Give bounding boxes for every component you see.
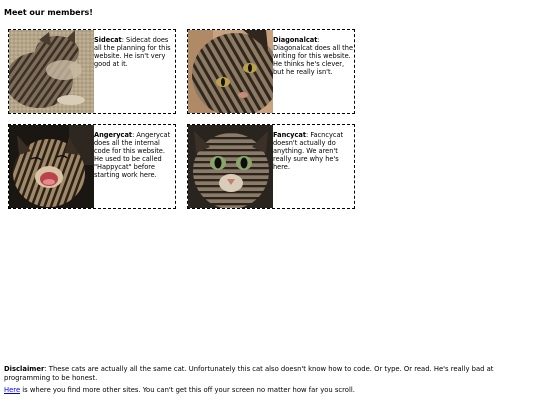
member-photo-fancycat (188, 125, 273, 208)
member-name-angerycat: Angerycat (94, 131, 133, 139)
member-name-diagonalcat: Diagonalcat (273, 36, 318, 44)
member-text-diagonalcat: Diagonalcat does all the writing for this website. He thinks he's clever, but he really isn't. (273, 44, 353, 76)
tabby-cat-lying-sideways-image (9, 30, 94, 113)
member-name-fancycat: Fancycat (273, 131, 306, 139)
member-description-angerycat: Angerycat: Angerycat does all the internal code for this website. He used to be called "Happycat" before starting work here. (94, 131, 171, 179)
member-text-sidecat: Sidecat does all the planning for this website. He isn't very good at it. (94, 36, 171, 68)
tabby-cat-tilted-face-image (188, 30, 273, 113)
member-description-diagonalcat: Diagonalcat: Diagonalcat does all the writing for this website. He thinks he's clever, but he really isn't. (273, 36, 353, 76)
other-sites-text: is where you find more other sites. You can't get this off your screen no matter how far you scroll. (20, 386, 355, 394)
page-title: Meet our members! (4, 8, 93, 17)
member-card-diagonalcat (187, 29, 355, 114)
member-description-fancycat: Fancycat: Facncycat doesn't actually do anything. We aren't really sure why he's here. (273, 131, 344, 171)
disclaimer-label: Disclaimer (4, 365, 45, 373)
member-description-sidecat: Sidecat: Sidecat does all the planning for this website. He isn't very good at it. (94, 36, 171, 68)
tabby-cat-yawning-image (9, 125, 94, 208)
member-text-angerycat: Angerycat does all the internal code for this website. He used to be called "Happycat" before starting work here. (94, 131, 171, 179)
other-sites-link[interactable]: Here (4, 386, 21, 394)
member-photo-diagonalcat (188, 30, 273, 113)
disclaimer-text: : These cats are actually all the same cat. Unfortunately this cat also doesn't know how to code. Or type. Or read. He's really bad at programming to be honest. (4, 365, 494, 382)
member-name-sidecat: Sidecat (94, 36, 122, 44)
member-photo-angerycat (9, 125, 94, 208)
member-card-angerycat (8, 124, 176, 209)
member-photo-sidecat (9, 30, 94, 113)
disclaimer (4, 365, 524, 382)
other-sites-line (4, 386, 524, 395)
tabby-cat-staring-image (188, 125, 273, 208)
member-text-fancycat: Facncycat doesn't actually do anything. We aren't really sure why he's here. (273, 131, 344, 171)
member-card-sidecat (8, 29, 176, 114)
member-card-fancycat (187, 124, 355, 209)
